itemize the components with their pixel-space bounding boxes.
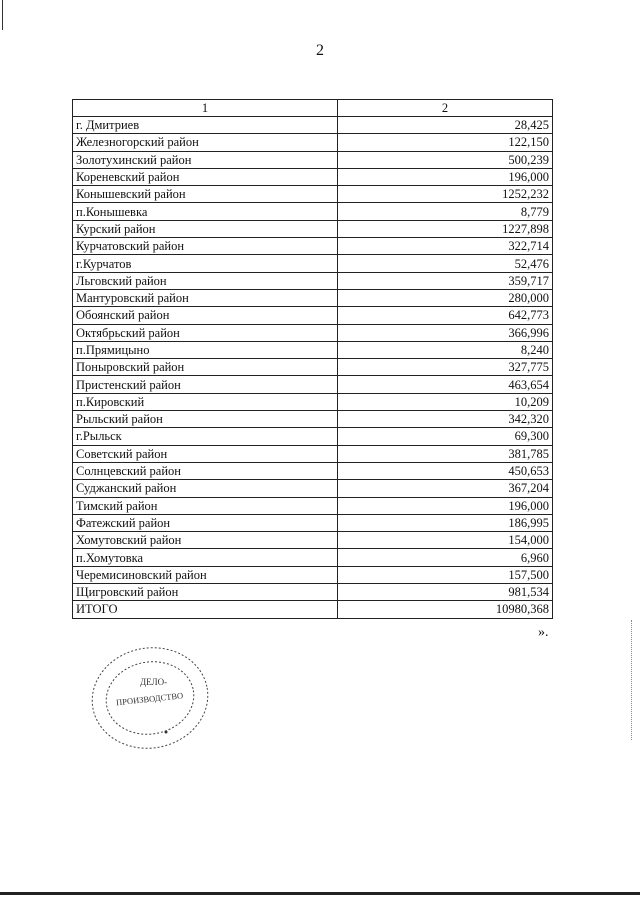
table-row [73,514,553,531]
amount-cell: 642,773 [338,307,553,324]
table-row [73,462,553,479]
region-name-cell: Железногорский район [73,134,338,151]
table-body [73,117,553,619]
column-header-2: 2 [338,100,553,117]
column-header-1: 1 [73,100,338,117]
table-row [73,549,553,566]
bottom-rule [0,892,640,895]
region-name-cell: Суджанский район [73,480,338,497]
table-row [73,168,553,185]
region-name-cell: ИТОГО [73,601,338,618]
region-name-cell: Курчатовский район [73,238,338,255]
table-row [73,480,553,497]
table-row [73,307,553,324]
amount-cell: 6,960 [338,549,553,566]
region-name-cell: г.Курчатов [73,255,338,272]
region-name-cell: Льговский район [73,272,338,289]
region-name-cell: Фатежский район [73,514,338,531]
region-name-cell: Октябрьский район [73,324,338,341]
table-row [73,186,553,203]
region-name-cell: п.Кировский [73,393,338,410]
amount-cell: 28,425 [338,117,553,134]
amount-cell: 196,000 [338,168,553,185]
table-row [73,601,553,618]
amount-cell: 359,717 [338,272,553,289]
region-name-cell: Кореневский район [73,168,338,185]
amount-cell: 463,654 [338,376,553,393]
amount-cell: 157,500 [338,566,553,583]
amount-cell: 196,000 [338,497,553,514]
amount-cell: 381,785 [338,445,553,462]
table-row [73,376,553,393]
table-row [73,151,553,168]
region-name-cell: Курский район [73,220,338,237]
table-row [73,341,553,358]
amount-cell: 322,714 [338,238,553,255]
table-row [73,393,553,410]
region-name-cell: Советский район [73,445,338,462]
amount-cell: 1252,232 [338,186,553,203]
left-margin-rule [2,0,3,30]
table-row [73,117,553,134]
amount-cell: 10980,368 [338,601,553,618]
region-name-cell: п.Хомутовка [73,549,338,566]
stamp-seal [88,640,218,750]
table-header-row [73,100,553,117]
page-number: 2 [316,42,324,59]
amount-cell: 342,320 [338,411,553,428]
table-row [73,497,553,514]
amount-cell: 1227,898 [338,220,553,237]
amount-cell: 366,996 [338,324,553,341]
table-row [73,532,553,549]
stamp-text-line2: ПРОИЗВОДСТВО [115,690,184,708]
table-row [73,445,553,462]
amount-cell: 10,209 [338,393,553,410]
region-name-cell: Конышевский район [73,186,338,203]
region-name-cell: Мантуровский район [73,289,338,306]
region-name-cell: Хомутовский район [73,532,338,549]
table-row [73,203,553,220]
amount-cell: 154,000 [338,532,553,549]
region-name-cell: Рыльский район [73,411,338,428]
table-row [73,134,553,151]
table-row [73,238,553,255]
table-row [73,566,553,583]
region-name-cell: Пристенский район [73,376,338,393]
amount-cell: 122,150 [338,134,553,151]
table-row [73,289,553,306]
data-table [72,99,553,619]
amount-cell: 52,476 [338,255,553,272]
table-row [73,220,553,237]
table-row [73,359,553,376]
closing-quote-mark: ». [538,625,549,640]
amount-cell: 69,300 [338,428,553,445]
table-row [73,272,553,289]
region-name-cell: Золотухинский район [73,151,338,168]
amount-cell: 8,240 [338,341,553,358]
region-name-cell: Тимский район [73,497,338,514]
region-name-cell: Черемисиновский район [73,566,338,583]
region-name-cell: Поныровский район [73,359,338,376]
stamp-dot [165,731,168,734]
table-row [73,324,553,341]
right-margin-marks [630,620,632,740]
table-row [73,411,553,428]
amount-cell: 500,239 [338,151,553,168]
amount-cell: 280,000 [338,289,553,306]
region-name-cell: Солнцевский район [73,462,338,479]
amount-cell: 186,995 [338,514,553,531]
region-name-cell: п.Прямицыно [73,341,338,358]
region-name-cell: г.Рыльск [73,428,338,445]
region-name-cell: п.Конышевка [73,203,338,220]
region-name-cell: Обоянский район [73,307,338,324]
region-name-cell: Щигровский район [73,584,338,601]
amount-cell: 367,204 [338,480,553,497]
amount-cell: 450,653 [338,462,553,479]
table-row [73,428,553,445]
amount-cell: 327,775 [338,359,553,376]
region-name-cell: г. Дмитриев [73,117,338,134]
table-row [73,584,553,601]
amount-cell: 8,779 [338,203,553,220]
amount-cell: 981,534 [338,584,553,601]
stamp-text-line1: ДЕЛО- [140,677,168,687]
table-row [73,255,553,272]
